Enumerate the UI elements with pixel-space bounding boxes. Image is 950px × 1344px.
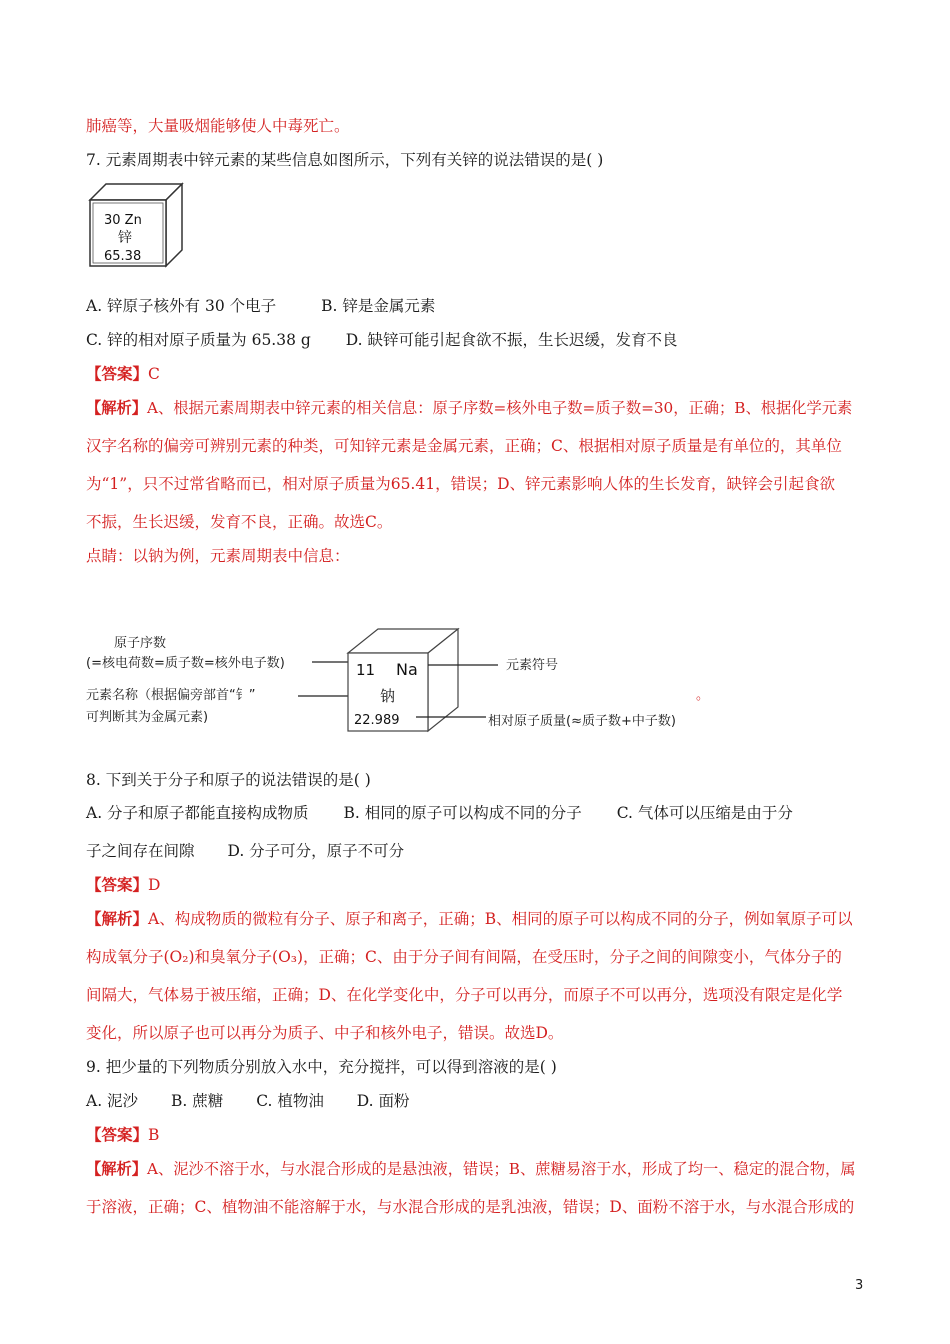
zinc-number-symbol: 30 Zn (104, 213, 142, 228)
option-c-continued: 子之间存在间隙 (86, 842, 195, 860)
answer-label: 【答案】 (86, 875, 149, 894)
zinc-name: 锌 (118, 230, 132, 246)
option-d: D. 缺锌可能引起食欲不振，生长迟缓，发育不良 (345, 331, 678, 349)
option-a: A. 泥沙 (86, 1092, 139, 1110)
option-c: C. 植物油 (256, 1092, 324, 1110)
intro-tail-text: 肺癌等，大量吸烟能够使人中毒死亡。 (86, 117, 350, 135)
question-7-analysis-line-2: 汉字名称的偏旁可辨别元素的种类，可知锌元素是金属元素，正确；C、根据相对原子质量是有单位的，其单位 (86, 437, 842, 455)
analysis-label: 【解析】 (86, 1160, 147, 1178)
label-relative-mass: 相对原子质量(≈质子数+中子数) (488, 714, 676, 729)
question-9-analysis-line-1 (86, 1159, 855, 1179)
answer-value: C (148, 365, 160, 383)
analysis-label: 【解析】 (86, 399, 147, 417)
answer-label: 【答案】 (86, 1125, 149, 1144)
option-d: D. 面粉 (356, 1092, 410, 1110)
zinc-element-figure (88, 180, 188, 276)
question-8-analysis-line-1 (86, 909, 853, 929)
trailing-period: 。 (696, 688, 710, 703)
analysis-text: A、构成物质的微粒有分子、原子和离子，正确；B、相同的原子可以构成不同的分子，例如氧原子可以 (148, 910, 853, 928)
analysis-label: 【解析】 (86, 909, 149, 928)
label-element-name: 元素名称（根据偏旁部首“钅” (86, 688, 256, 703)
sodium-atomic-number: 11 (356, 661, 376, 679)
sodium-name: 钠 (380, 687, 396, 705)
question-7-analysis-line-1 (86, 398, 852, 418)
option-b: B. 蔗糖 (171, 1092, 224, 1110)
question-9-options (86, 1091, 410, 1111)
label-atomic-number-note: (=核电荷数=质子数=核外电子数) (86, 656, 285, 671)
option-c: C. 锌的相对原子质量为 65.38 g (86, 331, 311, 349)
option-b: B. 相同的原子可以构成不同的分子 (343, 804, 582, 822)
analysis-text: A、泥沙不溶于水，与水混合形成的是悬浊液，错误；B、蔗糖易溶于水，形成了均一、稳定的混合物，属 (147, 1160, 856, 1178)
label-atomic-number: 原子序数 (114, 636, 167, 651)
option-a: A. 锌原子核外有 30 个电子 (86, 297, 277, 315)
sodium-symbol: Na (396, 660, 418, 679)
label-element-name-note: 可判断其为金属元素) (86, 710, 209, 725)
option-d: D. 分子可分，原子不可分 (227, 842, 405, 860)
question-8-answer (86, 875, 160, 895)
question-7-tip: 点睛：以钠为例，元素周期表中信息： (86, 547, 350, 565)
question-7-answer (86, 364, 160, 384)
option-b: B. 锌是金属元素 (321, 297, 436, 315)
question-9-analysis-line-2: 于溶液，正确；C、植物油不能溶解于水，与水混合形成的是乳浊液，错误；D、面粉不溶于水，与水混合形成的 (86, 1198, 855, 1216)
zinc-mass: 65.38 (104, 249, 142, 264)
option-c: C. 气体可以压缩是由于分 (616, 804, 793, 822)
question-8-stem: 8. 下到关于分子和原子的说法错误的是( ) (86, 771, 371, 789)
question-7-stem: 7. 元素周期表中锌元素的某些信息如图所示，下列有关锌的说法错误的是( ) (86, 151, 604, 169)
analysis-text: A、根据元素周期表中锌元素的相关信息：原子序数=核外电子数=质子数=30，正确；B、根据化学元素 (147, 399, 853, 417)
option-a: A. 分子和原子都能直接构成物质 (86, 804, 309, 822)
question-8-analysis-line-3: 间隔大，气体易于被压缩，正确；D、在化学变化中，分子可以再分，而原子不可以再分，选项没有限定是化学 (86, 986, 843, 1004)
question-8-analysis-line-2: 构成氧分子(O₂)和臭氧分子(O₃)，正确；C、由于分子间有间隔，在受压时，分子之间的间隙变小，气体分子的 (86, 948, 842, 966)
answer-value: D (148, 876, 161, 894)
question-9-answer (86, 1125, 159, 1145)
sodium-element-diagram (86, 625, 726, 739)
sodium-mass: 22.989 (354, 713, 400, 728)
page-number: 3 (855, 1278, 864, 1293)
question-8-analysis-line-4: 变化，所以原子也可以再分为质子、中子和核外电子，错误。故选D。 (86, 1024, 564, 1042)
question-7-options-row-1 (86, 296, 435, 316)
question-9-stem: 9. 把少量的下列物质分别放入水中，充分搅拌，可以得到溶液的是( ) (86, 1058, 557, 1076)
question-8-options-row-1 (86, 803, 793, 823)
question-7-options-row-2 (86, 330, 677, 350)
answer-label: 【答案】 (86, 364, 149, 383)
label-element-symbol: 元素符号 (506, 658, 559, 673)
question-7-analysis-line-3: 为“1”，只不过常省略而已，相对原子质量为65.41，错误；D、锌元素影响人体的生长发育，缺锌会引起食欲 (86, 475, 836, 493)
question-8-options-row-2 (86, 841, 404, 861)
question-7-analysis-line-4: 不振，生长迟缓，发育不良，正确。故选C。 (86, 513, 393, 531)
answer-value: B (148, 1126, 160, 1144)
